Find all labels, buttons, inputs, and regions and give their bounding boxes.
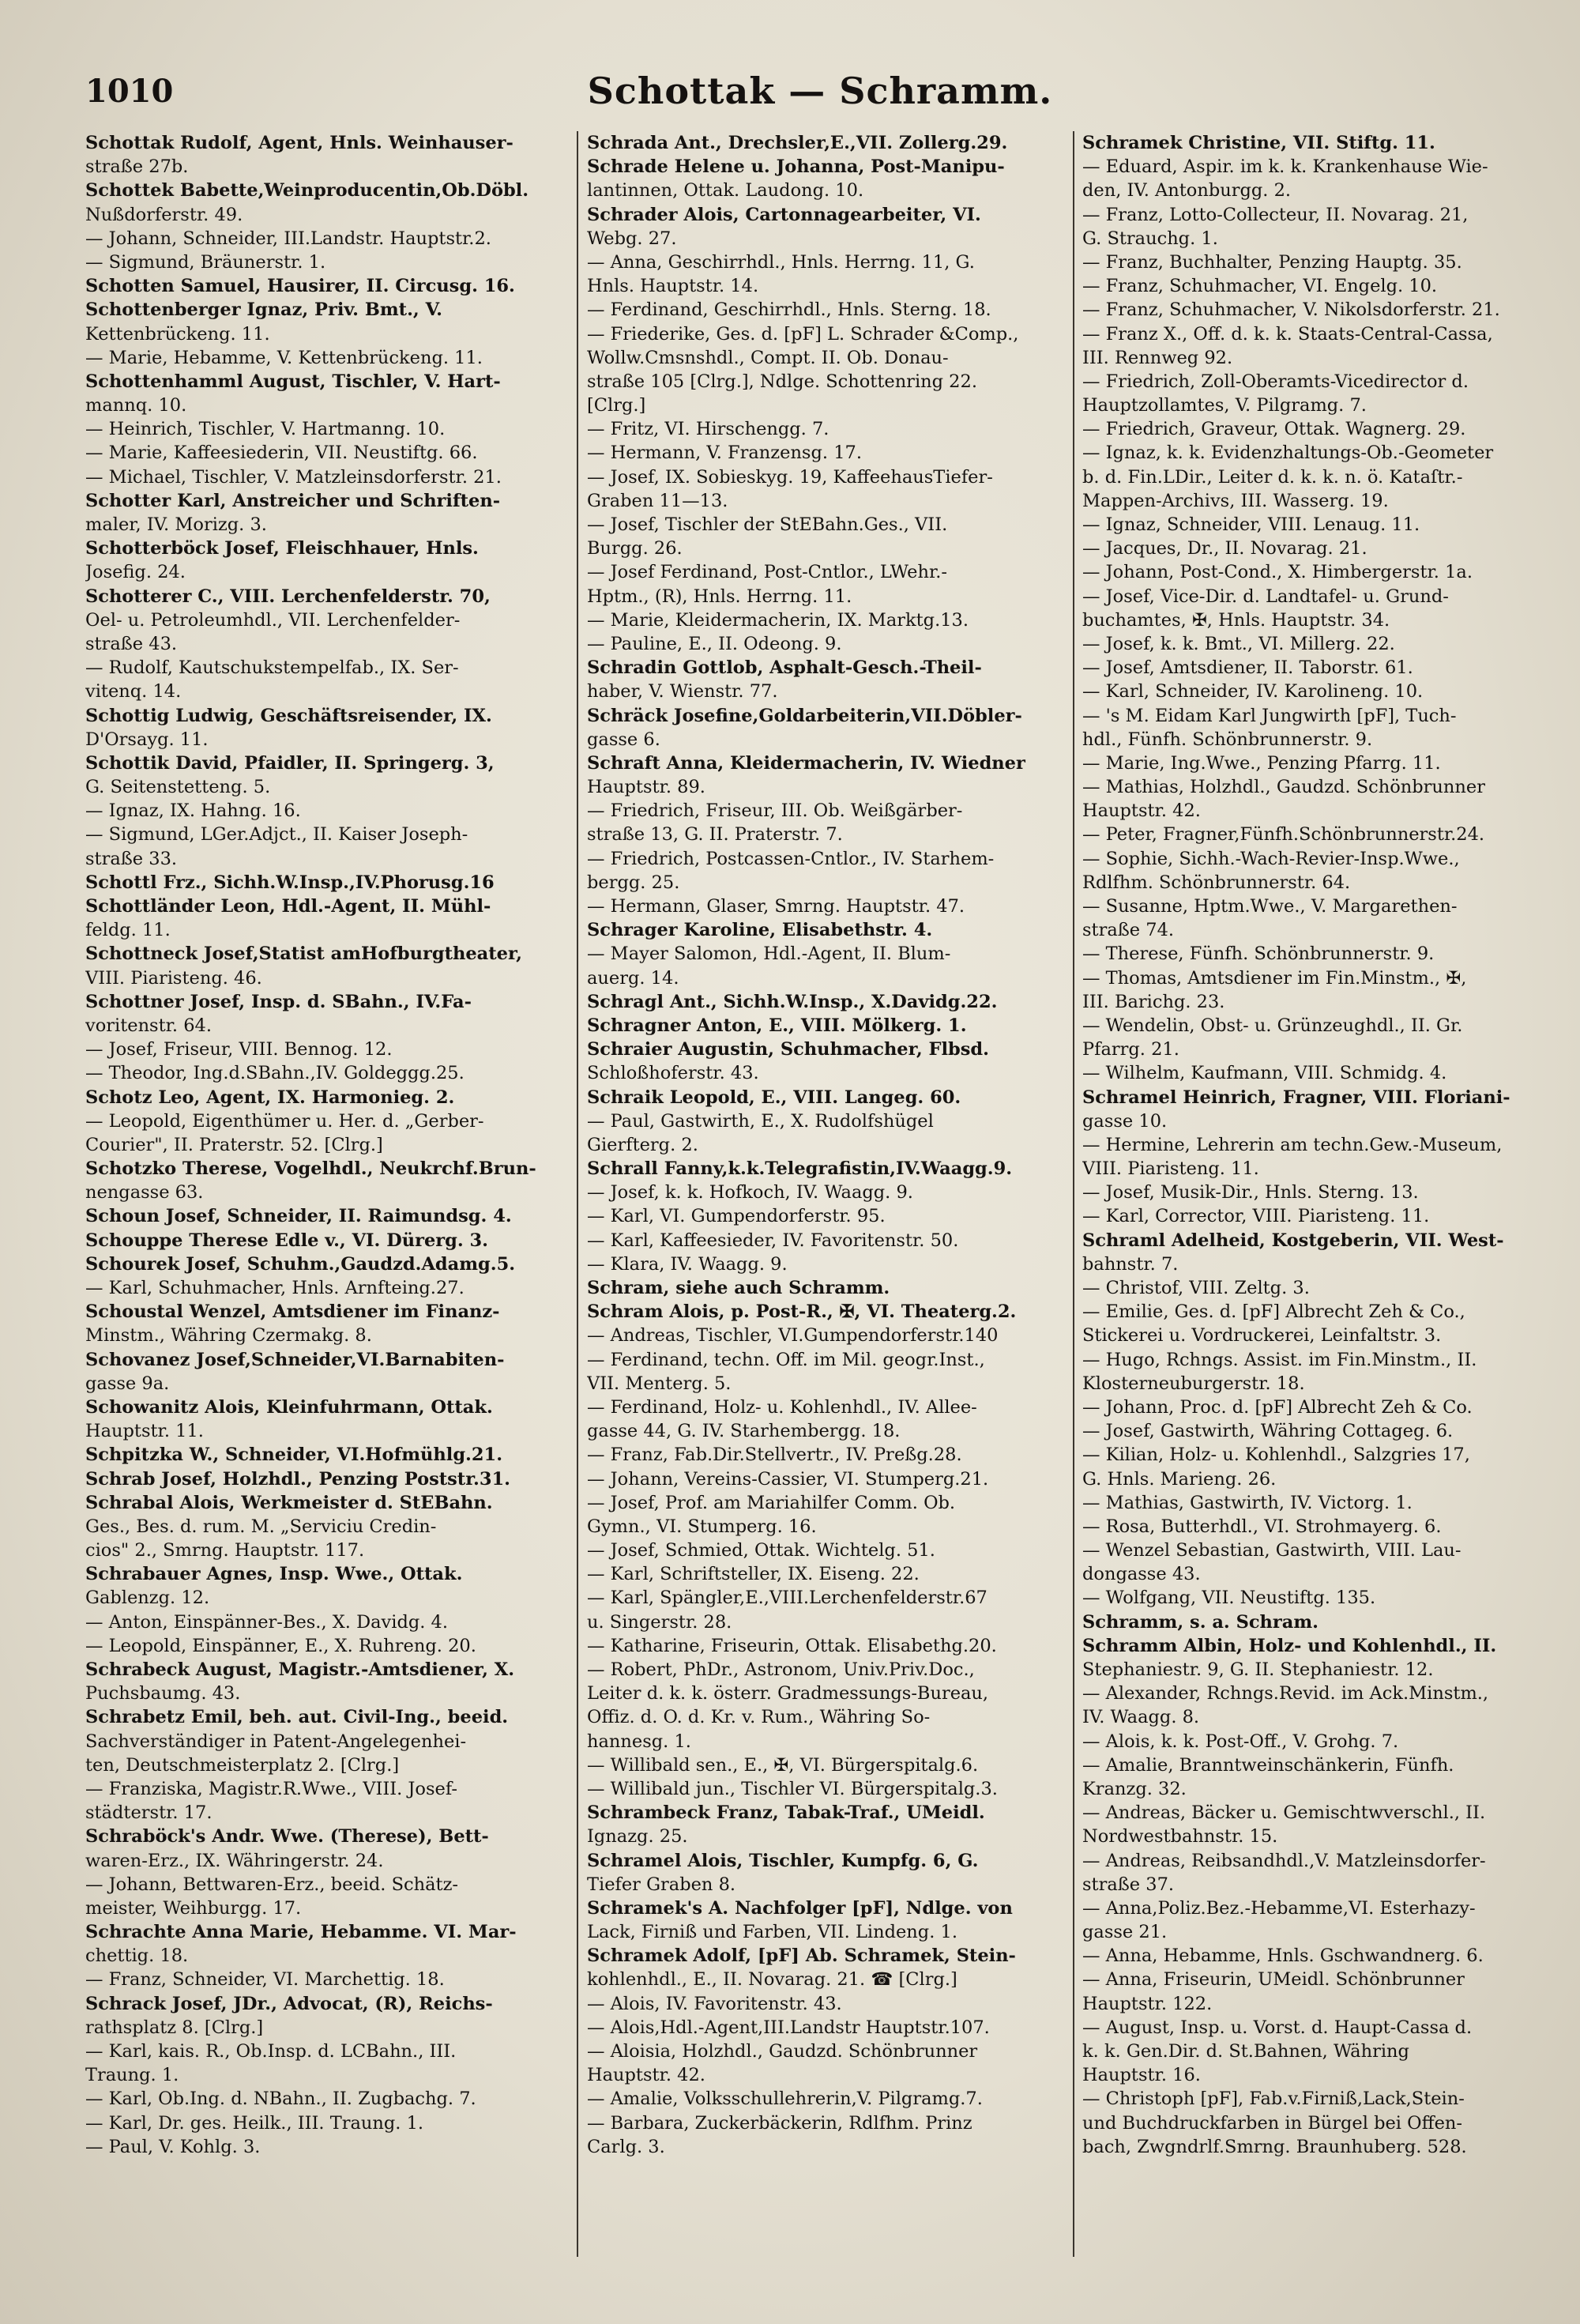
entry-line: lantinnen, Ottak. Laudong. 10. <box>587 180 864 202</box>
entry-line: D'Orsayg. 11. <box>85 729 209 750</box>
entry-line: Oel- u. Petroleumhdl., VII. Lerchenfelder- <box>85 609 461 631</box>
entry-line: — Ferdinand, Holz- u. Kohlenhdl., IV. Allee- <box>587 1396 977 1418</box>
entry-heading-line: Schramek Christine, VII. Stiftg. 11. <box>1082 133 1435 153</box>
entry-heading-line: Schottenhamml August, Tischler, V. Hart- <box>85 371 501 392</box>
entry-line: gasse 44, G. IV. Starhembergg. 18. <box>587 1421 901 1442</box>
entry-line: — Kilian, Holz- u. Kohlenhdl., Salzgries 17, <box>1082 1444 1470 1466</box>
entry-heading-line: Schottak Rudolf, Agent, Hnls. Weinhauser- <box>85 133 514 153</box>
entry-line: — Thomas, Amtsdiener im Fin.Minstm., ✠, <box>1082 967 1467 989</box>
entry-line: — 's M. Eidam Karl Jungwirth [pF], Tuch- <box>1082 705 1457 726</box>
entry-line: bergg. 25. <box>587 872 680 893</box>
entry-line: feldg. 11. <box>85 920 171 941</box>
entry-line: — Karl, Spängler,E.,VIII.Lerchenfelderstr.67 <box>587 1588 988 1609</box>
entry-line: — Peter, Fragner,Fünfh.Schönbrunnerstr.24. <box>1082 824 1485 846</box>
entry-line: — Wendelin, Obst- u. Grünzeughdl., II. Gr. <box>1082 1015 1463 1036</box>
entry-heading-line: Schraml Adelheid, Kostgeberin, VII. West- <box>1082 1230 1504 1251</box>
entry-line: Hauptstr. 42. <box>1082 800 1201 822</box>
entry-line: voritenstr. 64. <box>85 1015 213 1036</box>
entry-line: gasse 21. <box>1082 1922 1168 1943</box>
entry-line: Tiefer Graben 8. <box>587 1874 736 1895</box>
entry-heading-line: Schramel Heinrich, Fragner, VIII. Floriani- <box>1082 1087 1510 1108</box>
entry-line: — Mayer Salomon, Hdl.-Agent, II. Blum- <box>587 944 951 965</box>
entry-line: — Ignaz, k. k. Evidenzhaltungs-Ob.-Geometer <box>1082 443 1494 464</box>
entry-line: — Alexander, Rchngs.Revid. im Ack.Minstm., <box>1082 1683 1489 1704</box>
entry-line: straße 105 [Clrg.], Ndlge. Schottenring 22. <box>587 371 977 392</box>
entry-line: Hauptstr. 122. <box>1082 1993 1213 2014</box>
entry-line: Leiter d. k. k. österr. Gradmessungs-Bureau, <box>587 1683 989 1704</box>
entry-line: — Leopold, Eigenthümer u. Her. d. „Gerber- <box>85 1110 484 1132</box>
column-2 <box>587 131 1070 2281</box>
entry-line: — Barbara, Zuckerbäckerin, Rdlfhm. Prinz <box>587 2112 972 2134</box>
entry-heading-line: Schrada Ant., Drechsler,E.,VII. Zollerg.29. <box>587 133 1008 153</box>
entry-line: — Josef, Schmied, Ottak. Wichtelg. 51. <box>587 1540 935 1561</box>
entry-line: — Marie, Ing.Wwe., Penzing Pfarrg. 11. <box>1082 752 1441 774</box>
entry-line: — Josef, Vice-Dir. d. Landtafel- u. Grund- <box>1082 586 1449 607</box>
entry-line: — Franz, Buchhalter, Penzing Hauptg. 35. <box>1082 251 1462 273</box>
entry-heading-line: Schrab Josef, Holzhdl., Penzing Poststr.31. <box>85 1468 510 1490</box>
entry-line: buchamtes, ✠, Hnls. Hauptstr. 34. <box>1082 609 1390 631</box>
entry-line: — Franz, Schneider, VI. Marchettig. 18. <box>85 1969 445 1991</box>
entry-line: — Mathias, Gastwirth, IV. Victorg. 1. <box>1082 1492 1413 1513</box>
entry-line: — Karl, Schuhmacher, Hnls. Arnfteing.27. <box>85 1278 465 1298</box>
entry-line: — August, Insp. u. Vorst. d. Haupt-Cassa d. <box>1082 2017 1473 2038</box>
entry-line: — Josef, Amtsdiener, II. Taborstr. 61. <box>1082 657 1413 679</box>
entry-line: — Karl, Schriftsteller, IX. Eiseng. 22. <box>587 1564 920 1585</box>
entry-line: Nordwestbahnstr. 15. <box>1082 1826 1278 1848</box>
entry-line: — Franz, Fab.Dir.Stellvertr., IV. Preßg.28. <box>587 1444 962 1466</box>
entry-line: Gierfterg. 2. <box>587 1134 698 1155</box>
entry-line: — Karl, kais. R., Ob.Insp. d. LCBahn., III. <box>85 2041 457 2062</box>
entry-line: — Andreas, Bäcker u. Gemischtwverschl., II. <box>1082 1802 1486 1824</box>
entry-line: — Ferdinand, techn. Off. im Mil. geogr.Inst., <box>587 1349 985 1370</box>
entry-line: III. Barichg. 23. <box>1082 991 1225 1012</box>
entry-line: — Josef, Friseur, VIII. Bennog. 12. <box>85 1039 393 1060</box>
entry-heading-line: Schrabetz Emil, beh. aut. Civil-Ing., beeid. <box>85 1707 509 1728</box>
entry-line: — Marie, Kaffeesiederin, VII. Neustiftg. 66. <box>85 443 478 464</box>
entry-line: — Hermann, V. Franzensg. 17. <box>587 443 862 464</box>
entry-line: VII. Menterg. 5. <box>587 1373 732 1394</box>
entry-heading-line: Schovanez Josef,Schneider,VI.Barnabiten- <box>85 1349 505 1370</box>
entry-heading-line: Schraier Augustin, Schuhmacher, Flbsd. <box>587 1039 989 1060</box>
entry-line: — Johann, Vereins-Cassier, VI. Stumperg.21. <box>587 1468 989 1490</box>
entry-line: waren-Erz., IX. Währingerstr. 24. <box>85 1850 384 1871</box>
entry-line: Ignazg. 25. <box>587 1826 688 1848</box>
entry-line: — Franziska, Magistr.R.Wwe., VIII. Josef- <box>85 1778 457 1799</box>
entry-heading-line: Schramel Alois, Tischler, Kumpfg. 6, G. <box>587 1850 979 1871</box>
entry-line: — Anna, Hebamme, Hnls. Gschwandnerg. 6. <box>1082 1945 1484 1967</box>
entry-line: Hauptstr. 11. <box>85 1421 204 1442</box>
entry-heading-line: Schouppe Therese Edle v., VI. Dürerg. 3. <box>85 1230 489 1251</box>
entry-heading-line: Schragl Ant., Sichh.W.Insp., X.Davidg.22. <box>587 991 998 1012</box>
entry-line: — Josef, k. k. Hofkoch, IV. Waagg. 9. <box>587 1182 913 1203</box>
entry-line: Stickerei u. Vordruckerei, Leinfaltstr. 3. <box>1082 1325 1442 1347</box>
entry-line: — Christoph [pF], Fab.v.Firniß,Lack,Stein- <box>1082 2089 1465 2110</box>
entry-line: — Anna, Geschirrhdl., Hnls. Herrng. 11, G. <box>587 251 975 273</box>
entry-heading-line: Schramek's A. Nachfolger [pF], Ndlge. von <box>587 1897 1013 1919</box>
entry-line: — Rosa, Butterhdl., VI. Strohmayerg. 6. <box>1082 1516 1442 1537</box>
entry-heading-line: Schrager Karoline, Elisabethstr. 4. <box>587 920 933 941</box>
entry-line: nengasse 63. <box>85 1182 204 1203</box>
entry-line: Kettenbrückeng. 11. <box>85 323 270 345</box>
entry-line: — Theodor, Ing.d.SBahn.,IV. Goldeggg.25. <box>85 1063 465 1084</box>
entry-line: VIII. Piaristeng. 46. <box>85 967 262 989</box>
entry-line: Minstm., Währing Czermakg. 8. <box>85 1325 372 1347</box>
entry-line: — Mathias, Holzhdl., Gaudzd. Schönbrunner <box>1082 777 1485 798</box>
entry-line: G. Strauchg. 1. <box>1082 228 1218 249</box>
entry-heading-line: Schräck Josefine,Goldarbeiterin,VII.Döbler- <box>587 705 1022 726</box>
entry-line: — Alois, k. k. Post-Off., V. Grohg. 7. <box>1082 1731 1399 1752</box>
entry-line: — Johann, Proc. d. [pF] Albrecht Zeh & Co. <box>1082 1396 1473 1418</box>
entry-line: Graben 11—13. <box>587 490 728 511</box>
entry-line: Traung. 1. <box>85 2065 179 2086</box>
entry-line: — Friedrich, Graveur, Ottak. Wagnerg. 29. <box>1082 419 1466 440</box>
entry-heading-line: Schrambeck Franz, Tabak-Traf., UMeidl. <box>587 1802 985 1824</box>
entry-heading-line: Schottenberger Ignaz, Priv. Bmt., V. <box>85 299 442 321</box>
directory-columns <box>85 131 1555 2281</box>
entry-line: — Hermann, Glaser, Smrng. Hauptstr. 47. <box>587 896 965 917</box>
entry-heading-line: Schrack Josef, JDr., Advocat, (R), Reichs- <box>85 1993 493 2014</box>
entry-line: — Josef, Prof. am Mariahilfer Comm. Ob. <box>587 1492 956 1513</box>
entry-line: straße 13, G. II. Praterstr. 7. <box>587 824 843 846</box>
entry-line: — Karl, VI. Gumpendorferstr. 95. <box>587 1206 886 1227</box>
entry-line: rathsplatz 8. [Clrg.] <box>85 2017 264 2038</box>
page-header <box>85 70 1555 120</box>
entry-line: Webg. 27. <box>587 228 677 249</box>
entry-line: G. Seitenstetteng. 5. <box>85 777 271 798</box>
entry-line: gasse 10. <box>1082 1110 1168 1132</box>
entry-line: — Eduard, Aspir. im k. k. Krankenhause Wie- <box>1082 156 1488 178</box>
entry-line: — Katharine, Friseurin, Ottak. Elisabethg.20. <box>587 1635 997 1656</box>
entry-line: Courier", II. Praterstr. 52. [Clrg.] <box>85 1134 383 1155</box>
entry-line: Burgg. 26. <box>587 538 683 559</box>
entry-line: — Franz, Schuhmacher, V. Nikolsdorferstr. 21. <box>1082 299 1500 321</box>
entry-line: — Amalie, Branntweinschänkerin, Fünfh. <box>1082 1754 1454 1776</box>
entry-line: straße 37. <box>1082 1874 1175 1895</box>
entry-line: — Johann, Bettwaren-Erz., beeid. Schätz- <box>85 1874 459 1895</box>
entry-line: ten, Deutschmeisterplatz 2. [Clrg.] <box>85 1754 400 1776</box>
entry-line: — Anna, Friseurin, UMeidl. Schönbrunner <box>1082 1969 1465 1991</box>
entry-heading-line: Schrabal Alois, Werkmeister d. StEBahn. <box>85 1492 493 1513</box>
entry-line: u. Singerstr. 28. <box>587 1611 732 1633</box>
entry-line: mannq. 10. <box>85 395 187 416</box>
entry-line: — Josef, k. k. Bmt., VI. Millerg. 22. <box>1082 633 1395 654</box>
entry-line: — Hermine, Lehrerin am techn.Gew.-Museum, <box>1082 1134 1503 1155</box>
entry-line: — Michael, Tischler, V. Matzleinsdorferstr. 21. <box>85 466 502 488</box>
entry-line: — Josef, Tischler der StEBahn.Ges., VII. <box>587 514 948 535</box>
entry-line: — Wenzel Sebastian, Gastwirth, VIII. Lau- <box>1082 1540 1462 1561</box>
entry-line: Hnls. Hauptstr. 14. <box>587 276 759 297</box>
column-rule <box>577 131 578 2257</box>
entry-heading-line: Schram, siehe auch Schramm. <box>587 1278 890 1298</box>
entry-heading-line: Schramek Adolf, [pF] Ab. Schramek, Stein- <box>587 1945 1016 1967</box>
entry-line: cios" 2., Smrng. Hauptstr. 117. <box>85 1540 365 1561</box>
entry-line: — Marie, Hebamme, V. Kettenbrückeng. 11. <box>85 347 483 368</box>
entry-line: — Aloisia, Holzhdl., Gaudzd. Schönbrunner <box>587 2041 978 2062</box>
entry-line: — Sigmund, LGer.Adjct., II. Kaiser Joseph- <box>85 824 468 846</box>
entry-line: Lack, Firniß und Farben, VII. Lindeng. 1. <box>587 1922 957 1943</box>
entry-line: — Johann, Schneider, III.Landstr. Hauptstr.2. <box>85 228 491 249</box>
entry-heading-line: Schotterer C., VIII. Lerchenfelderstr. 70, <box>85 586 491 607</box>
entry-line: — Andreas, Tischler, VI.Gumpendorferstr.140 <box>587 1325 999 1347</box>
entry-heading-line: Schotz Leo, Agent, IX. Harmonieg. 2. <box>85 1087 455 1108</box>
entry-line: hannesg. 1. <box>587 1731 691 1752</box>
entry-line: Hauptstr. 16. <box>1082 2065 1201 2086</box>
entry-heading-line: Schotten Samuel, Hausirer, II. Circusg. 16. <box>85 276 515 297</box>
entry-heading-line: Schrall Fanny,k.k.Telegrafistin,IV.Waagg.9. <box>587 1158 1013 1180</box>
entry-line: — Ferdinand, Geschirrhdl., Hnls. Sterng. 18. <box>587 299 991 321</box>
entry-heading-line: Schottik David, Pfaidler, II. Springerg. 3, <box>85 752 495 774</box>
entry-line: — Friederike, Ges. d. [pF] L. Schrader &Comp., <box>587 323 1019 345</box>
entry-line: Wollw.Cmsnshdl., Compt. II. Ob. Donau- <box>587 347 949 368</box>
entry-line: chettig. 18. <box>85 1945 189 1967</box>
entry-line: — Klara, IV. Waagg. 9. <box>587 1253 788 1275</box>
entry-heading-line: Schoun Josef, Schneider, II. Raimundsg. 4. <box>85 1206 512 1227</box>
entry-line: — Franz, Lotto-Collecteur, II. Novarag. 21, <box>1082 204 1469 225</box>
entry-heading-line: Schram Alois, p. Post-R., ✠, VI. Theaterg.2. <box>587 1301 1017 1323</box>
entry-line: straße 74. <box>1082 920 1175 941</box>
entry-line: — Karl, Ob.Ing. d. NBahn., II. Zugbachg. 7. <box>85 2089 476 2110</box>
entry-line: Ges., Bes. d. rum. M. „Serviciu Credin- <box>85 1516 437 1537</box>
entry-line: Gablenzg. 12. <box>85 1588 210 1609</box>
entry-line: Mappen-Archivs, III. Wasserg. 19. <box>1082 490 1389 511</box>
entry-line: b. d. Fin.LDir., Leiter d. k. k. n. ö. Kataſtr.- <box>1082 466 1463 488</box>
entry-line: Klosterneuburgerstr. 18. <box>1082 1373 1305 1394</box>
entry-line: Kranzg. 32. <box>1082 1778 1187 1799</box>
entry-line: — Josef, Musik-Dir., Hnls. Sterng. 13. <box>1082 1182 1419 1203</box>
entry-line: — Anton, Einspänner-Bes., X. Davidg. 4. <box>85 1611 449 1633</box>
entry-line: — Paul, V. Kohlg. 3. <box>85 2136 261 2157</box>
entry-line: — Pauline, E., II. Odeong. 9. <box>587 633 842 654</box>
entry-line: — Friedrich, Zoll-Oberamts-Vicedirector d. <box>1082 371 1469 392</box>
entry-line: — Robert, PhDr., Astronom, Univ.Priv.Doc., <box>587 1659 975 1680</box>
entry-line: straße 43. <box>85 633 178 654</box>
entry-line: — Therese, Fünfh. Schönbrunnerstr. 9. <box>1082 944 1435 965</box>
entry-line: Nußdorferstr. 49. <box>85 204 243 225</box>
entry-line: hdl., Fünfh. Schönbrunnerstr. 9. <box>1082 729 1373 750</box>
entry-line: — Alois, IV. Favoritenstr. 43. <box>587 1993 842 2014</box>
entry-heading-line: Schotzko Therese, Vogelhdl., Neukrchf.Brun- <box>85 1158 536 1180</box>
entry-line: — Emilie, Ges. d. [pF] Albrecht Zeh & Co., <box>1082 1301 1465 1323</box>
entry-line: Hauptzollamtes, V. Pilgramg. 7. <box>1082 395 1367 416</box>
entry-line: bahnstr. 7. <box>1082 1253 1179 1275</box>
entry-line: Puchsbaumg. 43. <box>85 1683 241 1704</box>
entry-line: Gymn., VI. Stumperg. 16. <box>587 1516 817 1537</box>
entry-line: — Heinrich, Tischler, V. Hartmanng. 10. <box>85 419 446 440</box>
entry-line: k. k. Gen.Dir. d. St.Bahnen, Währing <box>1082 2041 1409 2062</box>
entry-line: — Rudolf, Kautschukstempelfab., IX. Ser- <box>85 657 459 679</box>
entry-line: — Franz, Schuhmacher, VI. Engelg. 10. <box>1082 276 1438 297</box>
entry-line: dongasse 43. <box>1082 1564 1201 1585</box>
entry-line: bach, Zwgndrlf.Smrng. Braunhuberg. 528. <box>1082 2136 1467 2157</box>
entry-line: — Ignaz, Schneider, VIII. Lenaug. 11. <box>1082 514 1420 535</box>
entry-heading-line: Schramm, s. a. Schram. <box>1082 1611 1319 1633</box>
entry-heading-line: Schrade Helene u. Johanna, Post-Manipu- <box>587 156 1005 178</box>
entry-line: III. Rennweg 92. <box>1082 347 1233 368</box>
entry-line: — Josef Ferdinand, Post-Cntlor., LWehr.- <box>587 562 948 583</box>
entry-line: — Karl, Schneider, IV. Karolineng. 10. <box>1082 681 1424 702</box>
entry-line: Stephaniestr. 9, G. II. Stephaniestr. 12. <box>1082 1659 1434 1680</box>
running-head: Schottak — Schramm. <box>587 70 1053 112</box>
entry-line: Pfarrg. 21. <box>1082 1039 1179 1060</box>
entry-heading-line: Schraböck's Andr. Wwe. (Therese), Bett- <box>85 1826 489 1848</box>
entry-line: — Willibald sen., E., ✠, VI. Bürgerspitalg.6. <box>587 1754 979 1776</box>
column-1 <box>85 131 569 2281</box>
entry-heading-line: Schramm Albin, Holz- und Kohlenhdl., II. <box>1082 1635 1497 1656</box>
entry-line: — Wilhelm, Kaufmann, VIII. Schmidg. 4. <box>1082 1063 1447 1084</box>
entry-line: — Johann, Post-Cond., X. Himbergerstr. 1a. <box>1082 562 1473 583</box>
entry-line: Sachverständiger in Patent-Angelegenhei- <box>85 1731 467 1752</box>
entry-line: vitenq. 14. <box>85 681 182 702</box>
entry-line: gasse 9a. <box>85 1373 170 1394</box>
entry-line: — Sophie, Sichh.-Wach-Revier-Insp.Wwe., <box>1082 848 1460 869</box>
entry-line: G. Hnls. Marieng. 26. <box>1082 1468 1277 1490</box>
entry-heading-line: Schrabauer Agnes, Insp. Wwe., Ottak. <box>85 1564 463 1585</box>
page-number: 1010 <box>85 73 174 110</box>
entry-line: und Buchdruckfarben in Bürgel bei Offen- <box>1082 2112 1462 2134</box>
entry-heading-line: Schragner Anton, E., VIII. Mölkerg. 1. <box>587 1015 967 1036</box>
entry-line: — Friedrich, Friseur, III. Ob. Weißgärber- <box>587 800 963 822</box>
entry-line: — Josef, IX. Sobieskyg. 19, KaffeehausTiefer- <box>587 466 993 488</box>
entry-line: — Susanne, Hptm.Wwe., V. Margarethen- <box>1082 896 1458 917</box>
entry-line: Schloßhoferstr. 43. <box>587 1063 759 1084</box>
entry-line: — Karl, Kaffeesieder, IV. Favoritenstr. 50. <box>587 1230 959 1251</box>
entry-line: [Clrg.] <box>587 395 646 416</box>
entry-line: Carlg. 3. <box>587 2136 665 2157</box>
entry-line: Josefig. 24. <box>85 562 186 583</box>
entry-line: Hauptstr. 42. <box>587 2065 705 2086</box>
entry-heading-line: Schottig Ludwig, Geschäftsreisender, IX. <box>85 705 492 726</box>
entry-line: Hauptstr. 89. <box>587 777 705 798</box>
entry-heading-line: Schottl Frz., Sichh.W.Insp.,IV.Phorusg.16 <box>85 872 495 893</box>
entry-line: IV. Waagg. 8. <box>1082 1707 1200 1728</box>
entry-line: auerg. 14. <box>587 967 679 989</box>
entry-heading-line: Schottner Josef, Insp. d. SBahn., IV.Fa- <box>85 991 472 1012</box>
entry-line: — Willibald jun., Tischler VI. Bürgerspitalg.3. <box>587 1778 998 1799</box>
entry-line: — Jacques, Dr., II. Novarag. 21. <box>1082 538 1367 559</box>
entry-line: — Ignaz, IX. Hahng. 16. <box>85 800 301 822</box>
entry-heading-line: Schrader Alois, Cartonnagearbeiter, VI. <box>587 204 981 225</box>
entry-line: — Christof, VIII. Zeltg. 3. <box>1082 1278 1310 1298</box>
entry-line: — Wolfgang, VII. Neustiftg. 135. <box>1082 1588 1376 1609</box>
entry-line: — Josef, Gastwirth, Währing Cottageg. 6. <box>1082 1421 1454 1442</box>
entry-line: — Alois,Hdl.-Agent,III.Landstr Hauptstr.107. <box>587 2017 990 2038</box>
entry-heading-line: Schowanitz Alois, Kleinfuhrmann, Ottak. <box>85 1396 493 1418</box>
entry-line: — Sigmund, Bräunerstr. 1. <box>85 251 326 273</box>
entry-line: Hptm., (R), Hnls. Herrng. 11. <box>587 586 852 607</box>
entry-line: den, IV. Antonburgg. 2. <box>1082 180 1292 202</box>
entry-heading-line: Schotterböck Josef, Fleischhauer, Hnls. <box>85 538 479 559</box>
entry-line: meister, Weihburgg. 17. <box>85 1897 302 1919</box>
entry-heading-line: Schradin Gottlob, Asphalt-Gesch.-Theil- <box>587 657 982 679</box>
entry-line: — Marie, Kleidermacherin, IX. Marktg.13. <box>587 609 969 631</box>
entry-line: — Karl, Corrector, VIII. Piaristeng. 11. <box>1082 1206 1430 1227</box>
entry-line: — Paul, Gastwirth, E., X. Rudolfshügel <box>587 1110 934 1132</box>
entry-heading-line: Schrachte Anna Marie, Hebamme. VI. Mar- <box>85 1922 517 1943</box>
entry-line: — Leopold, Einspänner, E., X. Ruhreng. 20. <box>85 1635 476 1656</box>
entry-line: straße 33. <box>85 848 178 869</box>
entry-heading-line: Schraft Anna, Kleidermacherin, IV. Wiedner <box>587 752 1025 774</box>
entry-line: gasse 6. <box>587 729 660 750</box>
entry-line: — Andreas, Reibsandhdl.,V. Matzleinsdorfer- <box>1082 1850 1486 1871</box>
entry-line: Offiz. d. O. d. Kr. v. Rum., Währing So- <box>587 1707 931 1728</box>
column-rule <box>1073 131 1074 2257</box>
entry-heading-line: Schottländer Leon, Hdl.-Agent, II. Mühl- <box>85 896 491 917</box>
entry-line: — Karl, Dr. ges. Heilk., III. Traung. 1. <box>85 2112 424 2134</box>
entry-heading-line: Schourek Josef, Schuhm.,Gaudzd.Adamg.5. <box>85 1253 516 1275</box>
entry-line: städterstr. 17. <box>85 1802 213 1824</box>
entry-line: haber, V. Wienstr. 77. <box>587 681 778 702</box>
entry-heading-line: Schotter Karl, Anstreicher und Schriften- <box>85 490 501 511</box>
entry-heading-line: Schrabeck August, Magistr.-Amtsdiener, X. <box>85 1659 515 1680</box>
entry-line: Rdlfhm. Schönbrunnerstr. 64. <box>1082 872 1351 893</box>
entry-heading-line: Schottneck Josef,Statist amHofburgtheater, <box>85 944 523 965</box>
entry-heading-line: Schottek Babette,Weinproducentin,Ob.Döbl. <box>85 180 529 202</box>
column-3 <box>1082 131 1566 2281</box>
entry-line: — Fritz, VI. Hirschengg. 7. <box>587 419 830 440</box>
entry-heading-line: Schoustal Wenzel, Amtsdiener im Finanz- <box>85 1301 500 1323</box>
entry-line: — Friedrich, Postcassen-Cntlor., IV. Starhem- <box>587 848 995 869</box>
entry-line: — Anna,Poliz.Bez.-Hebamme,VI. Esterhazy- <box>1082 1897 1476 1919</box>
entry-line: maler, IV. Morizg. 3. <box>85 514 267 535</box>
entry-heading-line: Schpitzka W., Schneider, VI.Hofmühlg.21. <box>85 1444 503 1466</box>
entry-line: straße 27b. <box>85 156 189 178</box>
entry-line: VIII. Piaristeng. 11. <box>1082 1158 1259 1180</box>
entry-line: kohlenhdl., E., II. Novarag. 21. ☎ [Clrg.] <box>587 1969 957 1991</box>
entry-line: — Amalie, Volksschullehrerin,V. Pilgramg.7. <box>587 2089 983 2110</box>
entry-line: — Hugo, Rchngs. Assist. im Fin.Minstm., II. <box>1082 1349 1477 1370</box>
entry-line: — Franz X., Off. d. k. k. Staats-Central-Cassa, <box>1082 323 1493 345</box>
entry-heading-line: Schraik Leopold, E., VIII. Langeg. 60. <box>587 1087 961 1108</box>
